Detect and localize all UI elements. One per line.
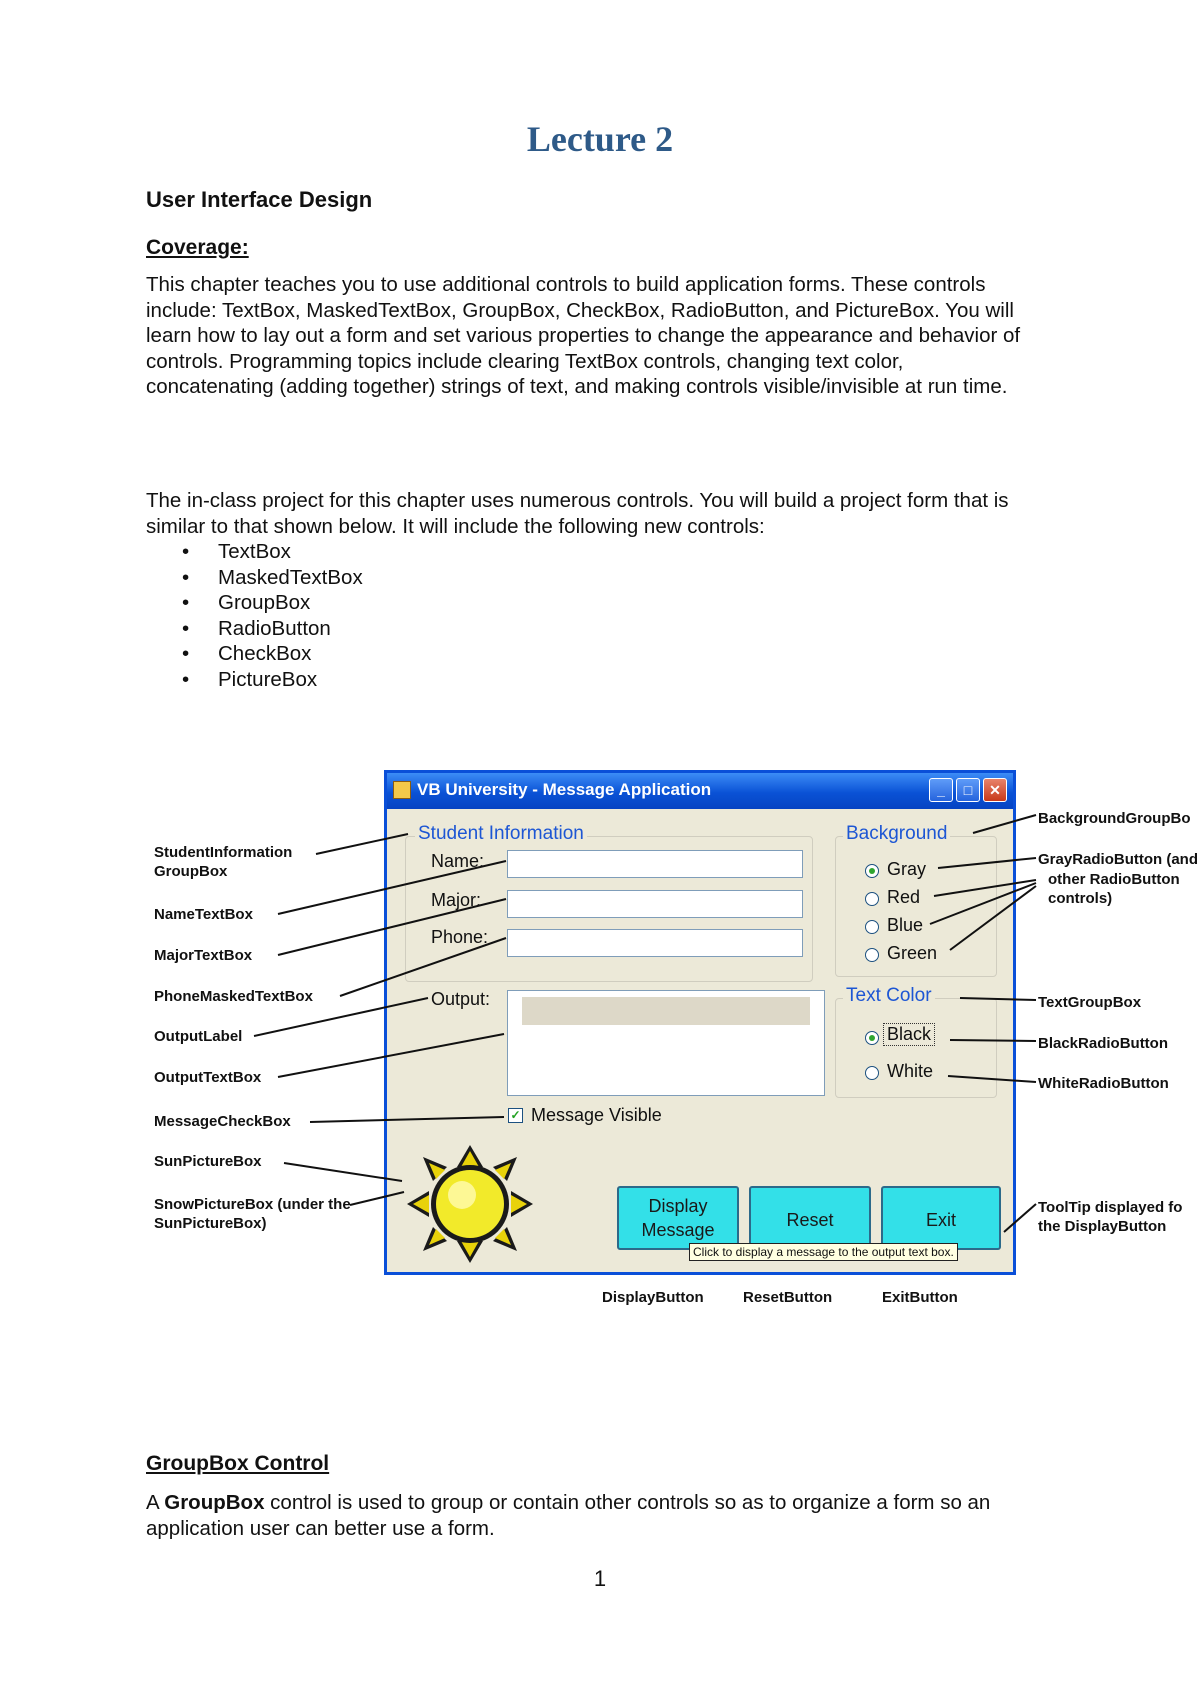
annotation-black-radiobutton: BlackRadioButton [1038, 1035, 1169, 1052]
list-item: • RadioButton [182, 616, 331, 640]
background-group-label: Background [843, 823, 950, 845]
message-checkbox[interactable]: ✓ [508, 1108, 523, 1123]
exit-button[interactable]: Exit [881, 1186, 1001, 1250]
groupbox-control-heading: GroupBox Control [146, 1452, 330, 1475]
white-radio-label: White [887, 1061, 934, 1081]
annotation-message-checkbox: MessageCheckBox [154, 1113, 291, 1130]
gray-radio-label: Gray [887, 859, 927, 879]
section-heading: User Interface Design [146, 187, 373, 212]
annotation-other-radiobuttons: other RadioButton controls) [1048, 871, 1180, 907]
groupbox-paragraph: A GroupBox control is used to group or contain other controls so as to organize a form so an application user can better use a form. [146, 1491, 991, 1540]
page-number: 1 [593, 1566, 607, 1591]
list-item: • GroupBox [182, 591, 311, 614]
phone-label: Phone: [431, 927, 489, 947]
annotation-sun-picturebox: SunPictureBox [154, 1153, 262, 1170]
maximize-icon[interactable]: □ [956, 778, 980, 802]
major-label: Major: [431, 890, 482, 910]
output-label: Output: [431, 989, 491, 1009]
annotation-output-label: OutputLabel [154, 1028, 243, 1045]
annotation-major-textbox: MajorTextBox [154, 947, 253, 964]
close-icon[interactable]: ✕ [983, 778, 1007, 802]
annotation-reset-button: ResetButton [743, 1289, 833, 1306]
coverage-heading: Coverage: [146, 236, 249, 259]
display-button[interactable]: Display Message [617, 1186, 739, 1250]
black-radio-label: Black [883, 1023, 935, 1046]
annotation-display-button: DisplayButton [602, 1289, 704, 1306]
annotation-name-textbox: NameTextBox [154, 906, 253, 923]
project-paragraph: The in-class project for this chapter uses numerous controls. You will build a project form that is similar to that shown below. It will include the following new controls: [146, 489, 1009, 538]
list-item: • TextBox [182, 540, 291, 563]
blue-radio-label: Blue [887, 915, 924, 935]
text-color-group-label: Text Color [843, 985, 935, 1007]
display-button-tooltip: Click to display a message to the output text box. [689, 1243, 958, 1261]
annotation-phone-masked: PhoneMaskedTextBox [154, 988, 313, 1005]
annotation-exit-button: ExitButton [882, 1289, 958, 1306]
annotation-gray-radiobutton: GrayRadioButton (and [1038, 851, 1198, 868]
annotation-white-radiobutton: WhiteRadioButton [1038, 1075, 1169, 1092]
student-information-label: Student Information [415, 823, 587, 845]
annotation-text-groupbox: TextGroupBox [1038, 994, 1142, 1011]
red-radio-label: Red [887, 887, 921, 907]
annotation-tooltip: ToolTip displayed fo the DisplayButton [1038, 1199, 1183, 1235]
list-item: • PictureBox [182, 667, 318, 691]
annotation-snow-picturebox: SnowPictureBox (under the SunPictureBox) [154, 1196, 351, 1232]
green-radio-label: Green [887, 943, 938, 963]
list-item: • MaskedTextBox [182, 565, 363, 589]
name-label: Name: [431, 851, 485, 871]
annotation-background-groupbox: BackgroundGroupBo [1038, 810, 1191, 827]
annotation-output-textbox: OutputTextBox [154, 1069, 262, 1086]
reset-button[interactable]: Reset [749, 1186, 871, 1250]
window-title: VB University - Message Application [417, 780, 712, 799]
coverage-paragraph: This chapter teaches you to use additional controls to build application forms. These controls include: TextBox, MaskedTextBox, GroupBox, CheckBox, RadioButton, and PictureBox. You will learn how to lay out a form and set various properties to change the appearance and behavior of controls. Programming topics include clearing TextBox controls, changing text color, concatenating (adding together) strings of text, and making controls visible/invisible at run time. [146, 273, 1021, 398]
minimize-icon[interactable]: _ [929, 778, 953, 802]
page-title: Lecture 2 [526, 119, 674, 159]
annotation-student-information: StudentInformation GroupBox [154, 844, 293, 880]
list-item: • CheckBox [182, 642, 312, 665]
message-visible-label: Message Visible [531, 1105, 662, 1125]
